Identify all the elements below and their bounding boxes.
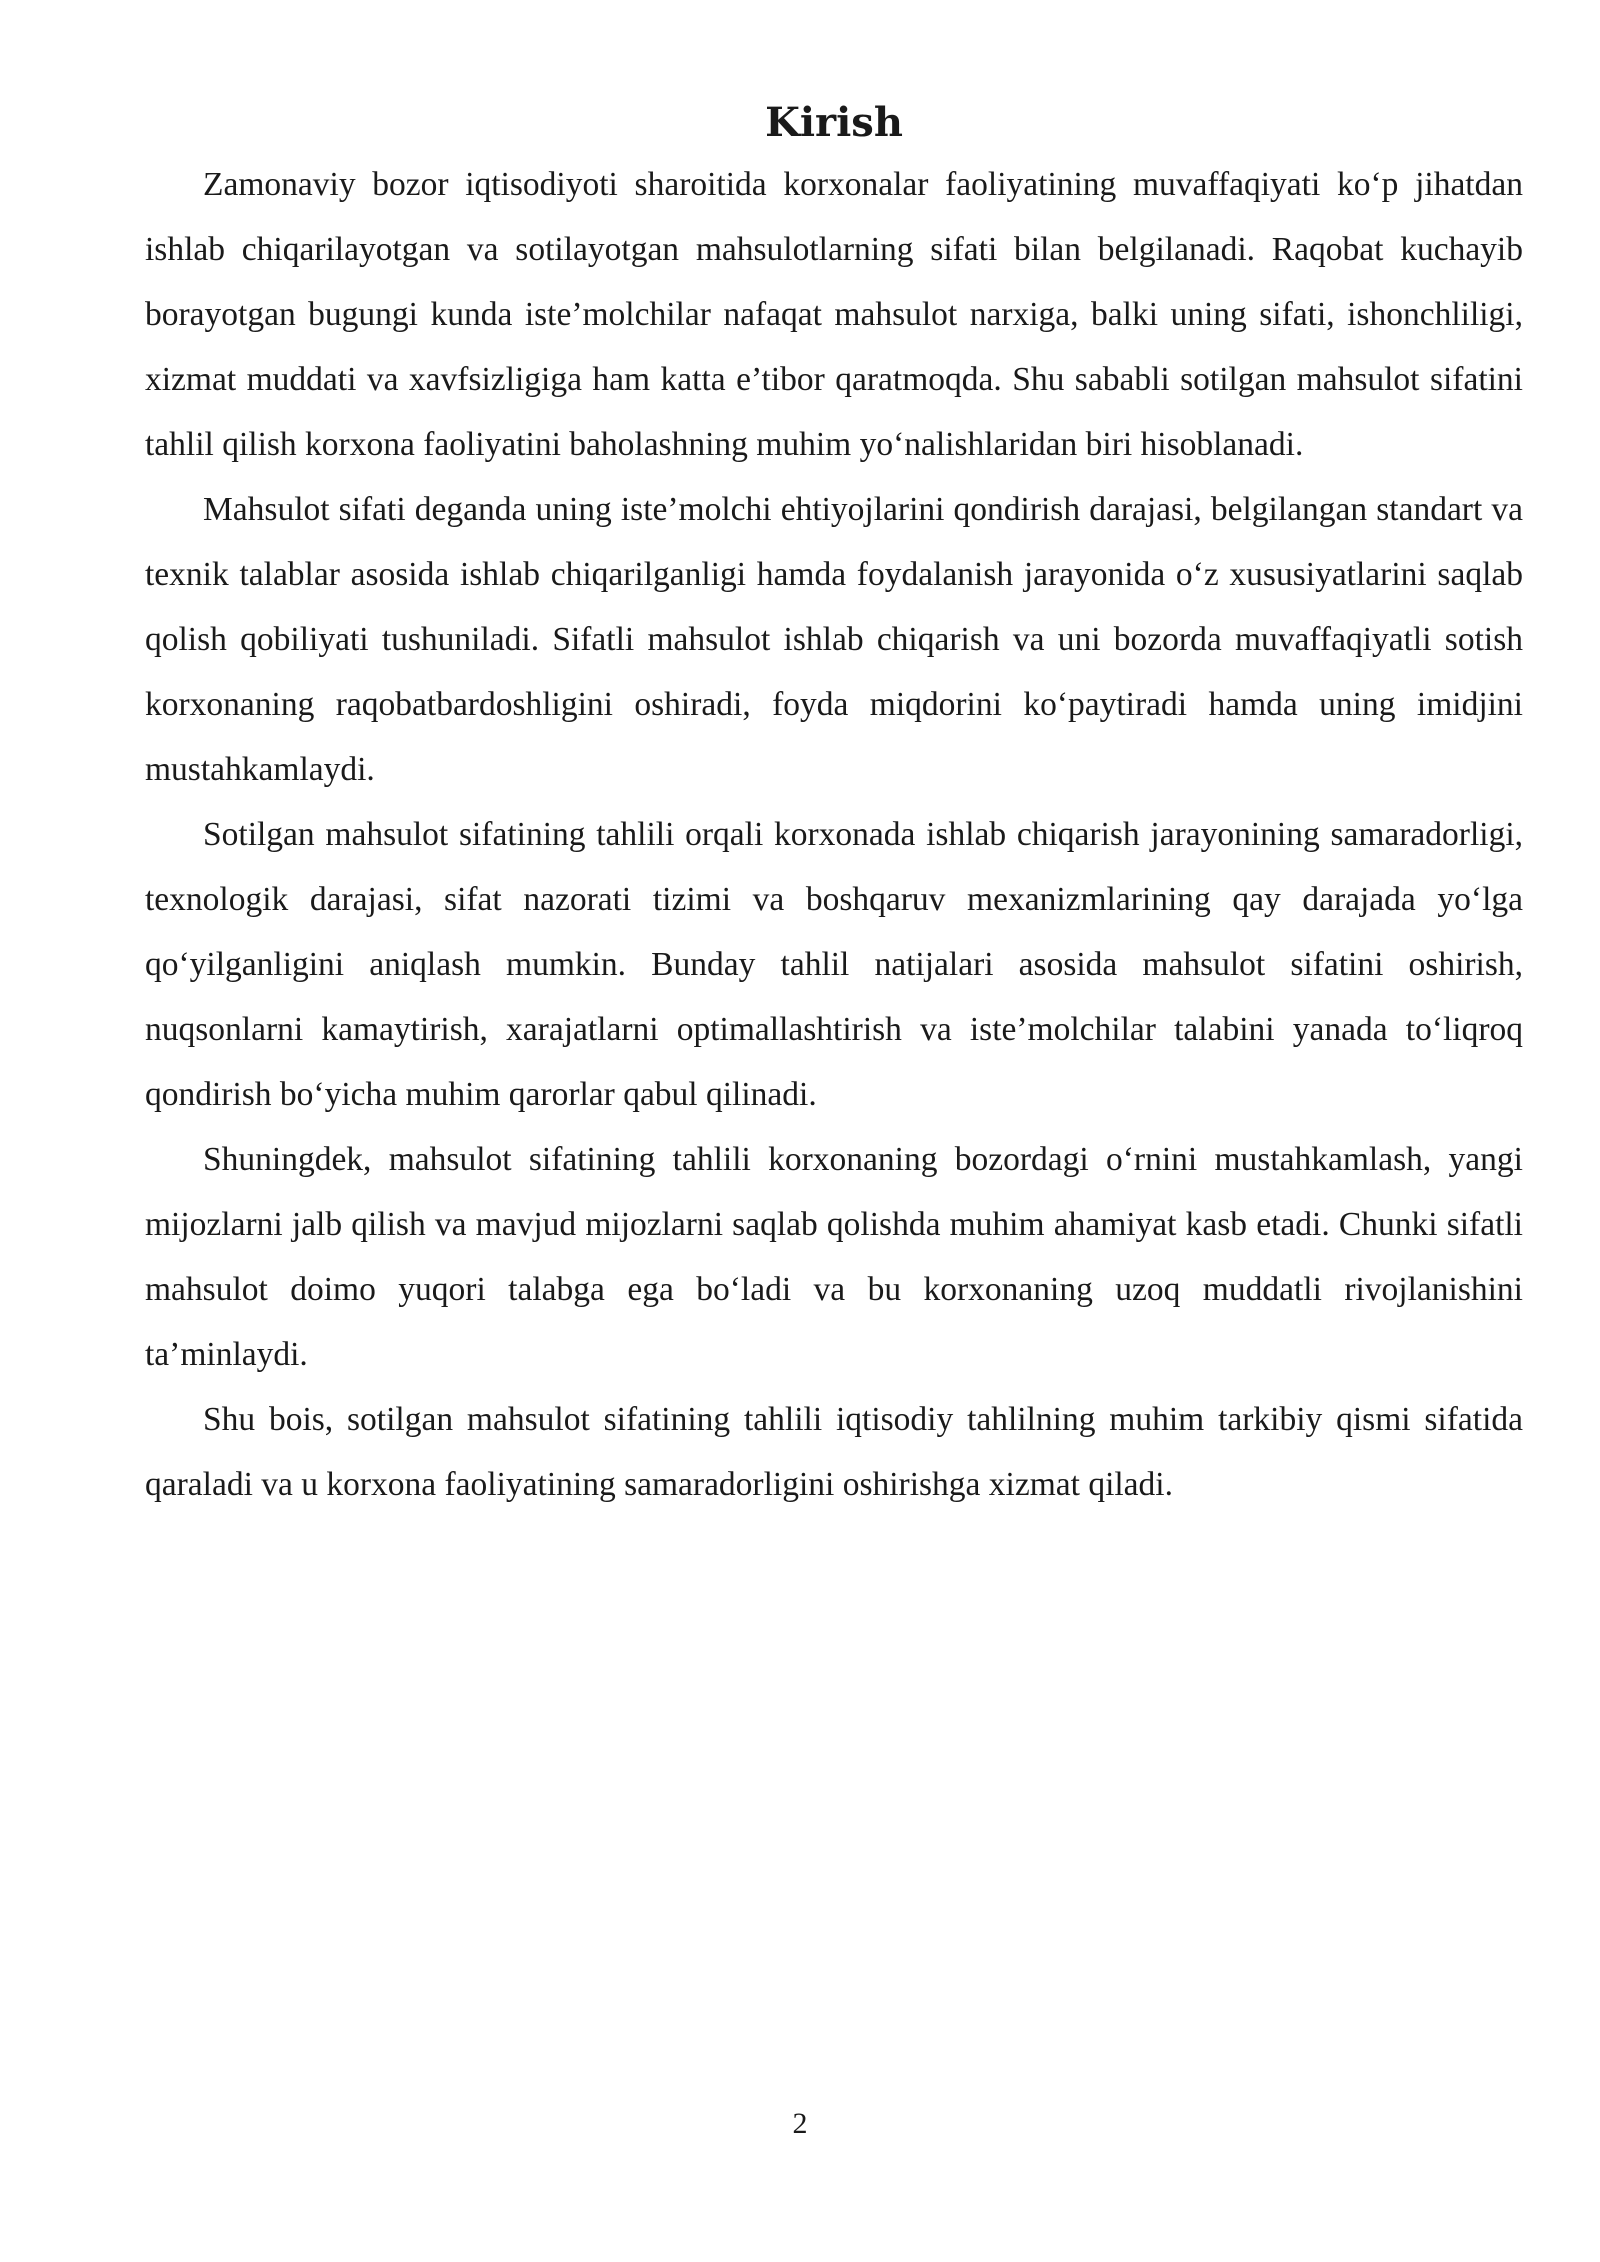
paragraph-1: Zamonaviy bozor iqtisodiyoti sharoitida korxonalar faoliyatining muvaffaqiyati ko‘p jihatdan ishlab chiqarilayotgan va sotilayotgan mahsulotlarning sifati bilan belgilanadi. Raqobat kuchayib borayotgan bugungi kunda iste’molchilar nafaqat mahsulot narxiga, balki uning sifati, ishonchliligi, xizmat muddati va xavfsizligiga ham katta e’tibor qaratmoqda. Shu sababli sotilgan mahsulot sifatini tahlil qilish korxona faoliyatini baholashning muhim yo‘nalishlaridan biri hisoblanadi. (145, 166, 1523, 463)
page-number: 2 (792, 2107, 808, 2140)
paragraph-3: Sotilgan mahsulot sifatining tahlili orqali korxonada ishlab chiqarish jarayonining samaradorligi, texnologik darajasi, sifat nazorati tizimi va boshqaruv mexanizmlarining qay darajada yo‘lga qo‘yilganligini aniqlash mumkin. Bunday tahlil natijalari asosida mahsulot sifatini oshirish, nuqsonlarni kamaytirish, xarajatlarni optimallashtirish va iste’molchilar talabini yanada to‘liqroq qondirish bo‘yicha muhim qarorlar qabul qilinadi. (145, 816, 1523, 1113)
document-body (145, 152, 1523, 1517)
page-title: Kirish (765, 99, 903, 146)
paragraph-5: Shu bois, sotilgan mahsulot sifatining tahlili iqtisodiy tahlilning muhim tarkibiy qismi sifatida qaraladi va u korxona faoliyatining samaradorligini oshirishga xizmat qiladi. (145, 1401, 1523, 1503)
paragraph-4: Shuningdek, mahsulot sifatining tahlili korxonaning bozordagi o‘rnini mustahkamlash, yangi mijozlarni jalb qilish va mavjud mijozlarni saqlab qolishda muhim ahamiyat kasb etadi. Chunki sifatli mahsulot doimo yuqori talabga ega bo‘ladi va bu korxonaning uzoq muddatli rivojlanishini ta’minlaydi. (145, 1141, 1523, 1373)
paragraph-2: Mahsulot sifati deganda uning iste’molchi ehtiyojlarini qondirish darajasi, belgilangan standart va texnik talablar asosida ishlab chiqarilganligi hamda foydalanish jarayonida o‘z xususiyatlarini saqlab qolish qobiliyati tushuniladi. Sifatli mahsulot ishlab chiqarish va uni bozorda muvaffaqiyatli sotish korxonaning raqobatbardoshligini oshiradi, foyda miqdorini ko‘paytiradi hamda uning imidjini mustahkamlaydi. (145, 491, 1523, 788)
